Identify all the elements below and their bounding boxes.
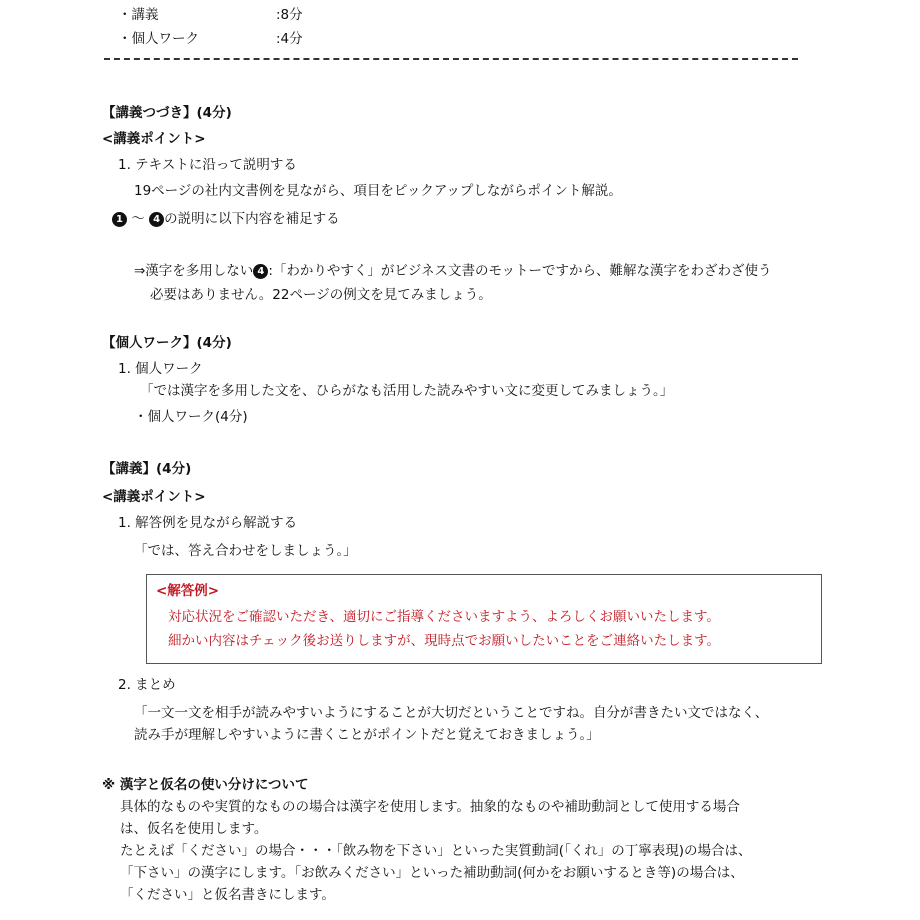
summary-quote: 「一文一文を相手が読みやすいようにすることが大切だということですね。自分が書きたい文ではなく、	[134, 705, 769, 721]
arrow-line-continued: 必要はありません。22ページの例文を見てみましょう。	[150, 287, 492, 303]
bullet-item: ・個人ワーク(4分)	[134, 409, 248, 425]
lecture-points-label: <講義ポイント>	[102, 131, 206, 147]
paragraph: 19ページの社内文書例を見ながら、項目をピックアップしながらポイント解説。	[134, 183, 622, 199]
circled-number-4-icon: 4	[253, 264, 268, 279]
list-item: 1. 解答例を見ながら解説する	[118, 515, 298, 531]
tilde: ～	[131, 211, 145, 227]
schedule-value: :4分	[276, 31, 303, 47]
schedule-value: :8分	[276, 7, 303, 23]
circled-number-4-icon: 4	[149, 212, 164, 227]
section-heading-individual-work: 【個人ワーク】(4分)	[102, 335, 232, 351]
list-item: 1. 個人ワーク	[118, 361, 203, 377]
note-line: は、仮名を使用します。	[120, 821, 268, 837]
section-heading-lecture-continued: 【講義つづき】(4分)	[102, 105, 232, 121]
arrow-text: :「わかりやすく」がビジネス文書のモットーですから、難解な漢字をわざわざ使う	[268, 263, 772, 279]
quote: 「では、答え合わせをしましょう。」	[134, 543, 357, 559]
note-line: 「ください」と仮名書きにします。	[120, 887, 335, 903]
note-line: 「下さい」の漢字にします。「お飲みください」といった補助動詞(何かをお願いするとき等)の場合は、	[120, 865, 744, 881]
answer-example-title: <解答例>	[156, 583, 220, 599]
answer-example-line: 細かい内容はチェック後お送りしますが、現時点でお願いしたいことをご連絡いたします。	[168, 633, 721, 649]
supplement-text: の説明に以下内容を補足する	[164, 211, 340, 227]
note-title-text: 漢字と仮名の使い分けについて	[119, 777, 309, 793]
schedule-item-lecture	[118, 6, 159, 24]
schedule-label: ・個人ワーク	[118, 31, 199, 47]
supplement-line	[112, 210, 340, 228]
list-item: 1. テキストに沿って説明する	[118, 157, 297, 173]
list-item: 2. まとめ	[118, 677, 176, 693]
note-mark: ※	[102, 777, 116, 793]
arrow-line	[134, 262, 772, 280]
schedule-item-individual-work	[118, 30, 199, 48]
note-line: たとえば「ください」の場合・・・「飲み物を下さい」といった実質動詞(「くれ」の丁寧表現)の場合は、	[120, 843, 752, 859]
schedule-label: ・講義	[118, 7, 159, 23]
note-title	[102, 776, 309, 794]
section-heading-lecture: 【講義】(4分)	[102, 461, 192, 477]
answer-example-line: 対応状況をご確認いただき、適切にご指導くださいますよう、よろしくお願いいたします。	[168, 609, 720, 625]
lecture-points-label: <講義ポイント>	[102, 489, 206, 505]
quote: 「では漢字を多用した文を、ひらがなも活用した読みやすい文に変更してみましょう。」	[140, 383, 674, 399]
note-line: 具体的なものや実質的なものの場合は漢字を使用します。抽象的なものや補助動詞として使用する場合	[120, 799, 740, 815]
dashed-divider	[104, 58, 798, 60]
arrow-prefix: ⇒漢字を多用しない	[134, 263, 254, 279]
summary-quote-continued: 読み手が理解しやすいように書くことがポイントだと覚えておきましょう。」	[134, 727, 600, 743]
circled-number-1-icon: 1	[112, 212, 127, 227]
